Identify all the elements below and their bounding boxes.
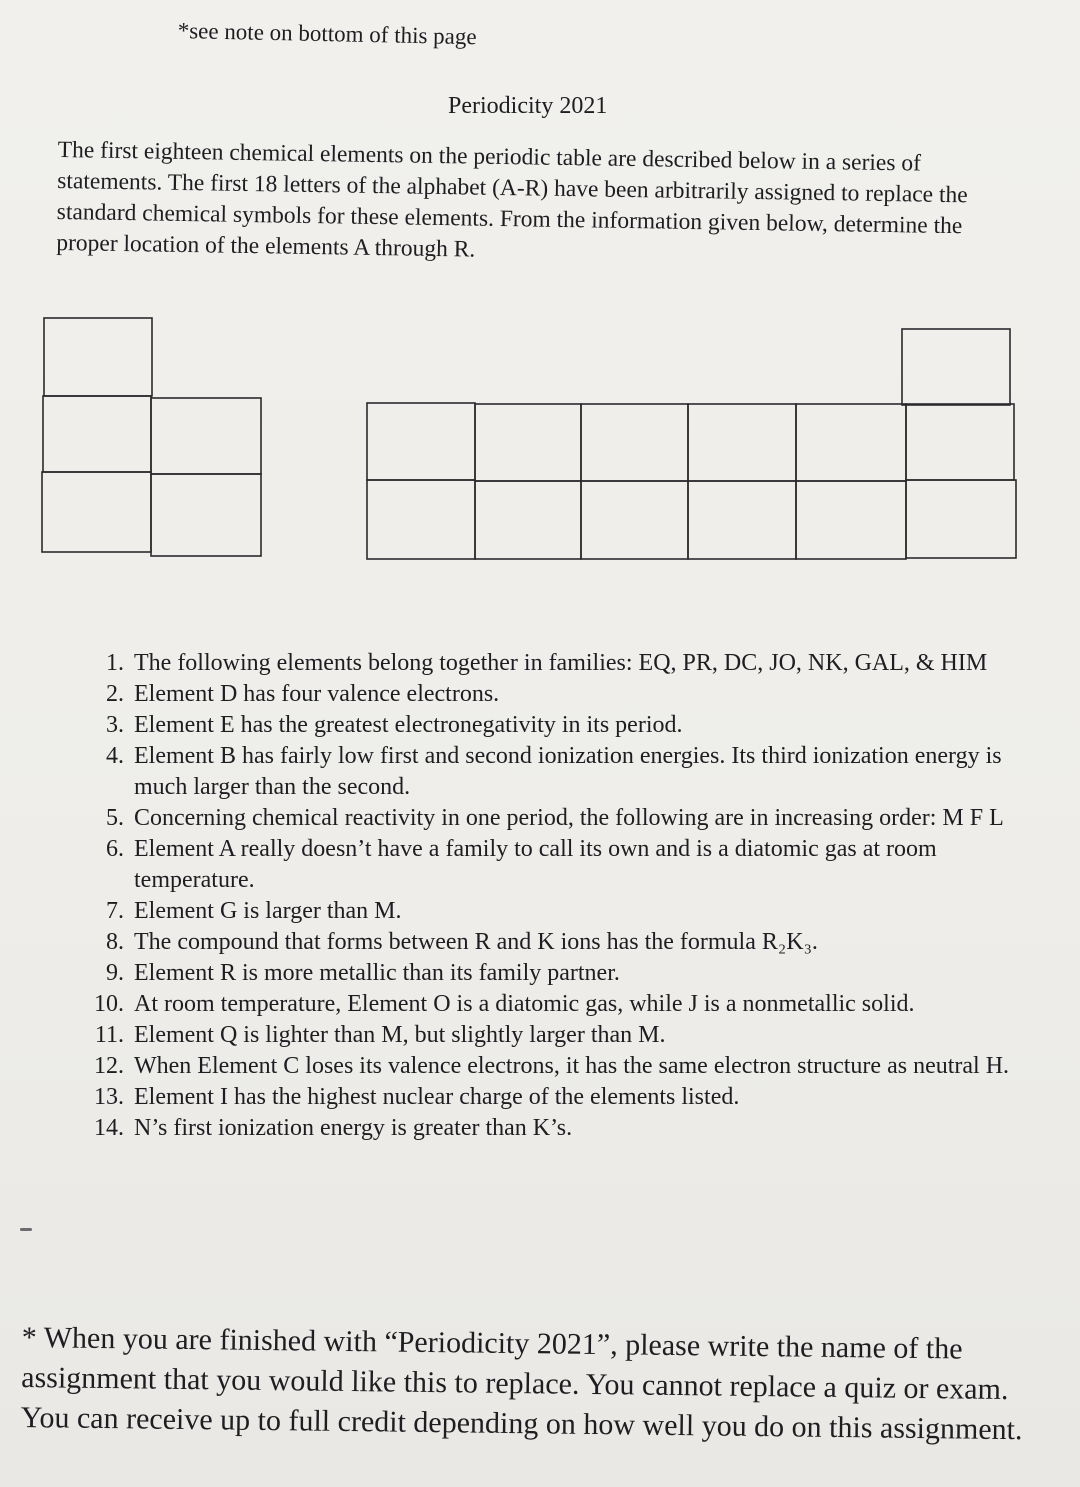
- cell-group17-period3: [796, 481, 906, 559]
- statement-item: 9. Element R is more metallic than its family partner.: [106, 960, 620, 986]
- intro-paragraph: The first eighteen chemical elements on the periodic table are described below in a series of statements. The first 18 letters of the alphabet (A-R) have been arbitrarily assigned to replace the standard chemical symbols for these elements. From the information given below, determine the proper location of the elements A through R.: [56, 136, 968, 263]
- statement-item: 3. Element E has the greatest electronegativity in its period.: [106, 712, 683, 738]
- statement-item: 13. Element I has the highest nuclear charge of the elements listed.: [94, 1084, 740, 1110]
- cell-group16-period3: [688, 481, 796, 559]
- cell-group18-period2: [906, 404, 1014, 480]
- statement-item: 7. Element G is larger than M.: [106, 898, 402, 924]
- cell-group13-period2: [367, 403, 475, 480]
- statement-item: 8. The compound that forms between R and K ions has the formula R₂K₃.: [106, 929, 818, 955]
- statement-item: 6. Element A really doesn’t have a family to call its own and is a diatomic gas at room temperature.: [106, 836, 937, 893]
- page-title: Periodicity 2021: [448, 93, 608, 119]
- cell-group18-period3: [906, 480, 1016, 558]
- top-note: *see note on bottom of this page: [177, 18, 477, 50]
- statement-item: 12. When Element C loses its valence electrons, it has the same electron structure as neutral H.: [94, 1053, 1010, 1079]
- cell-group1-period2: [43, 396, 151, 472]
- cell-group2-period2: [151, 398, 261, 474]
- cell-group15-period2: [581, 404, 688, 481]
- cell-group13-period3: [367, 480, 475, 559]
- pen-mark: [20, 1228, 32, 1231]
- cell-group14-period3: [475, 481, 581, 559]
- cell-group15-period3: [581, 481, 688, 559]
- statement-item: 14. N’s first ionization energy is greater than K’s.: [94, 1115, 573, 1141]
- cell-group16-period2: [688, 404, 796, 481]
- cell-group17-period2: [796, 404, 906, 481]
- cell-group1-period1: [44, 318, 152, 396]
- cell-group18-period1: [902, 329, 1010, 405]
- statement-list: [78, 648, 1038, 1144]
- statement-item: 4. Element B has fairly low first and second ionization energies. Its third ionization energy is much larger than the second.: [106, 743, 1002, 800]
- periodic-table-grid: [0, 0, 1080, 600]
- statement-item: 1. The following elements belong together in families: EQ, PR, DC, JO, NK, GAL, & HIM: [106, 650, 988, 676]
- statement-item: 10. At room temperature, Element O is a diatomic gas, while J is a nonmetallic solid.: [94, 991, 915, 1017]
- cell-group2-period3: [151, 474, 261, 556]
- statement-item: 2. Element D has four valence electrons.: [106, 681, 500, 707]
- footnote: * When you are finished with “Periodicity 2021”, please write the name of the assignment that you would like this to replace. You cannot replace a quiz or exam. You can receive up to full credit depending on how well you do on this assignment.: [20, 1320, 1023, 1447]
- statement-item: 5. Concerning chemical reactivity in one period, the following are in increasing order: M F L: [106, 805, 1004, 831]
- cell-group1-period3: [42, 472, 151, 552]
- cell-group14-period2: [475, 404, 581, 481]
- statement-item: 11. Element Q is lighter than M, but slightly larger than M.: [94, 1022, 666, 1048]
